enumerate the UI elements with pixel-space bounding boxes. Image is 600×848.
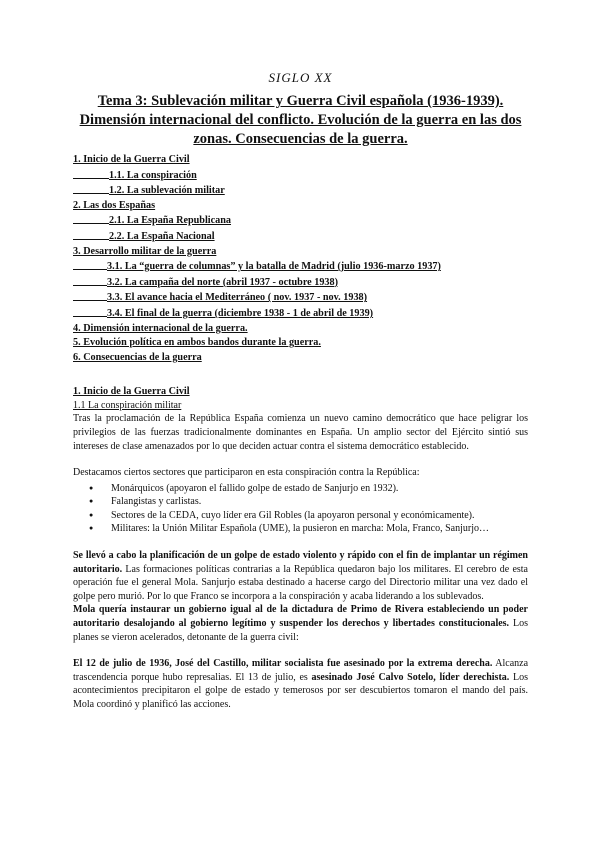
paragraph-coup xyxy=(73,549,528,603)
document-heading: SIGLO XX xyxy=(268,70,333,85)
paragraph-coup-bold: Se llevó a cabo la planificación de un golpe de estado violento y rápido con el fin de implantar un régimen autoritario. xyxy=(73,550,528,575)
title-line-1: Tema 3: Sublevación militar y Guerra Civil española (1936-1939). xyxy=(97,93,504,109)
title-line-3: zonas. Consecuencias de la guerra. xyxy=(193,131,408,147)
toc-item[interactable]: 4. Dimensión internacional de la guerra. xyxy=(73,322,248,334)
toc-item[interactable] xyxy=(73,259,528,275)
toc-item[interactable] xyxy=(73,183,528,199)
paragraph-mola xyxy=(73,603,528,644)
paragraph-july-bold-2: asesinado José Calvo Sotelo, líder derechista. xyxy=(311,671,510,683)
toc-item-label: 3.4. El final de la guerra (diciembre 1938 - 1 de abril de 1939) xyxy=(107,307,374,319)
toc-item[interactable] xyxy=(73,168,528,184)
toc-item-label: 2.2. La España Nacional xyxy=(109,230,215,242)
paragraph-july-text-2: Los acontecimientos precipitaron el golpe de estado y temerosos por ser descubiertos tomaron el mando del país. Mola coordinó y planificó las acciones. xyxy=(73,671,529,710)
subsection-title: 1.1 La conspiración militar xyxy=(73,400,182,412)
toc-item[interactable]: 3. Desarrollo militar de la guerra xyxy=(73,245,217,257)
title-line-2: Dimensión internacional del conflicto. Evolución de la guerra en las dos xyxy=(79,112,522,128)
document-page xyxy=(73,70,528,712)
paragraph-july-bold: El 12 de julio de 1936, José del Castillo, militar socialista fue asesinado por la extrema derecha. xyxy=(73,658,493,670)
toc-item-label: 1.2. La sublevación militar xyxy=(109,185,225,197)
paragraph-july xyxy=(73,657,528,711)
toc-item[interactable]: 5. Evolución política en ambos bandos durante la guerra. xyxy=(73,337,321,349)
list-item: ● Sectores de la CEDA, cuyo líder era Gil Robles (la apoyaron personal y económicamente). xyxy=(111,509,528,523)
toc-item[interactable] xyxy=(73,229,528,245)
list-item: ● Monárquicos (apoyaron el fallido golpe de estado de Sanjurjo en 1932). xyxy=(111,482,528,496)
list-item: ● Militares: la Unión Militar Española (UME), la pusieron en marcha: Mola, Franco, Sanjurjo… xyxy=(111,522,528,536)
paragraph-mola-text: Los planes se vieron acelerados, detonante de la guerra civil: xyxy=(73,618,529,643)
toc-item[interactable] xyxy=(73,306,528,322)
table-of-contents xyxy=(73,153,528,365)
toc-item-label: 2.1. La España Republicana xyxy=(109,215,232,227)
toc-item[interactable] xyxy=(73,275,528,291)
toc-item[interactable] xyxy=(73,213,528,229)
toc-item-label: 3.3. El avance hacia el Mediterráneo ( nov. 1937 - nov. 1938) xyxy=(107,292,368,304)
toc-item[interactable]: 1. Inicio de la Guerra Civil xyxy=(73,154,190,165)
section-title: 1. Inicio de la Guerra Civil xyxy=(73,386,190,398)
toc-item[interactable] xyxy=(73,290,528,306)
toc-item-label: 1.1. La conspiración xyxy=(109,169,197,181)
document-title xyxy=(73,92,528,149)
toc-item-label: 3.2. La campaña del norte (abril 1937 - octubre 1938) xyxy=(107,276,338,288)
paragraph-intro: Tras la proclamación de la República España comienza un nuevo camino democrático que hace peligrar los privilegios de las fuerzas tradicionalmente dominantes en España. Un amplio sector del Ejército sintió sus intereses de clase amenazados por lo que deciden actuar contra el sistema democrático establecido. xyxy=(73,413,528,452)
toc-item-label: 3.1. La “guerra de columnas” y la batalla de Madrid (julio 1936-marzo 1937) xyxy=(107,261,441,273)
sectors-list xyxy=(73,482,528,536)
list-item: ● Falangistas y carlistas. xyxy=(111,495,528,509)
paragraph-coup-text: Las formaciones políticas contrarias a la República quedaron bajo los militares. El cerebro de esta operación fue el general Mola. Sanjurjo estaba destinado a hacerse cargo del Directorio militar una vez dado el golpe pero murió. Por lo que Franco se incorpora a la conspiración y acaba liderando a los sublevados. xyxy=(73,563,528,602)
paragraph-july-text: Alcanza trascendencia porque hubo represalias. El 13 de julio, es xyxy=(73,658,529,683)
toc-item[interactable]: 2. Las dos Españas xyxy=(73,199,156,211)
toc-item[interactable]: 6. Consecuencias de la guerra xyxy=(73,351,202,363)
paragraph-sectors: Destacamos ciertos sectores que participaron en esta conspiración contra la República: xyxy=(73,467,420,479)
paragraph-mola-bold: Mola quería instaurar un gobierno igual al de la dictadura de Primo de Rivera estableciendo un poder autoritario desalojando al gobierno legítimo y suspender los derechos y libertades constitucionales. xyxy=(73,604,528,630)
